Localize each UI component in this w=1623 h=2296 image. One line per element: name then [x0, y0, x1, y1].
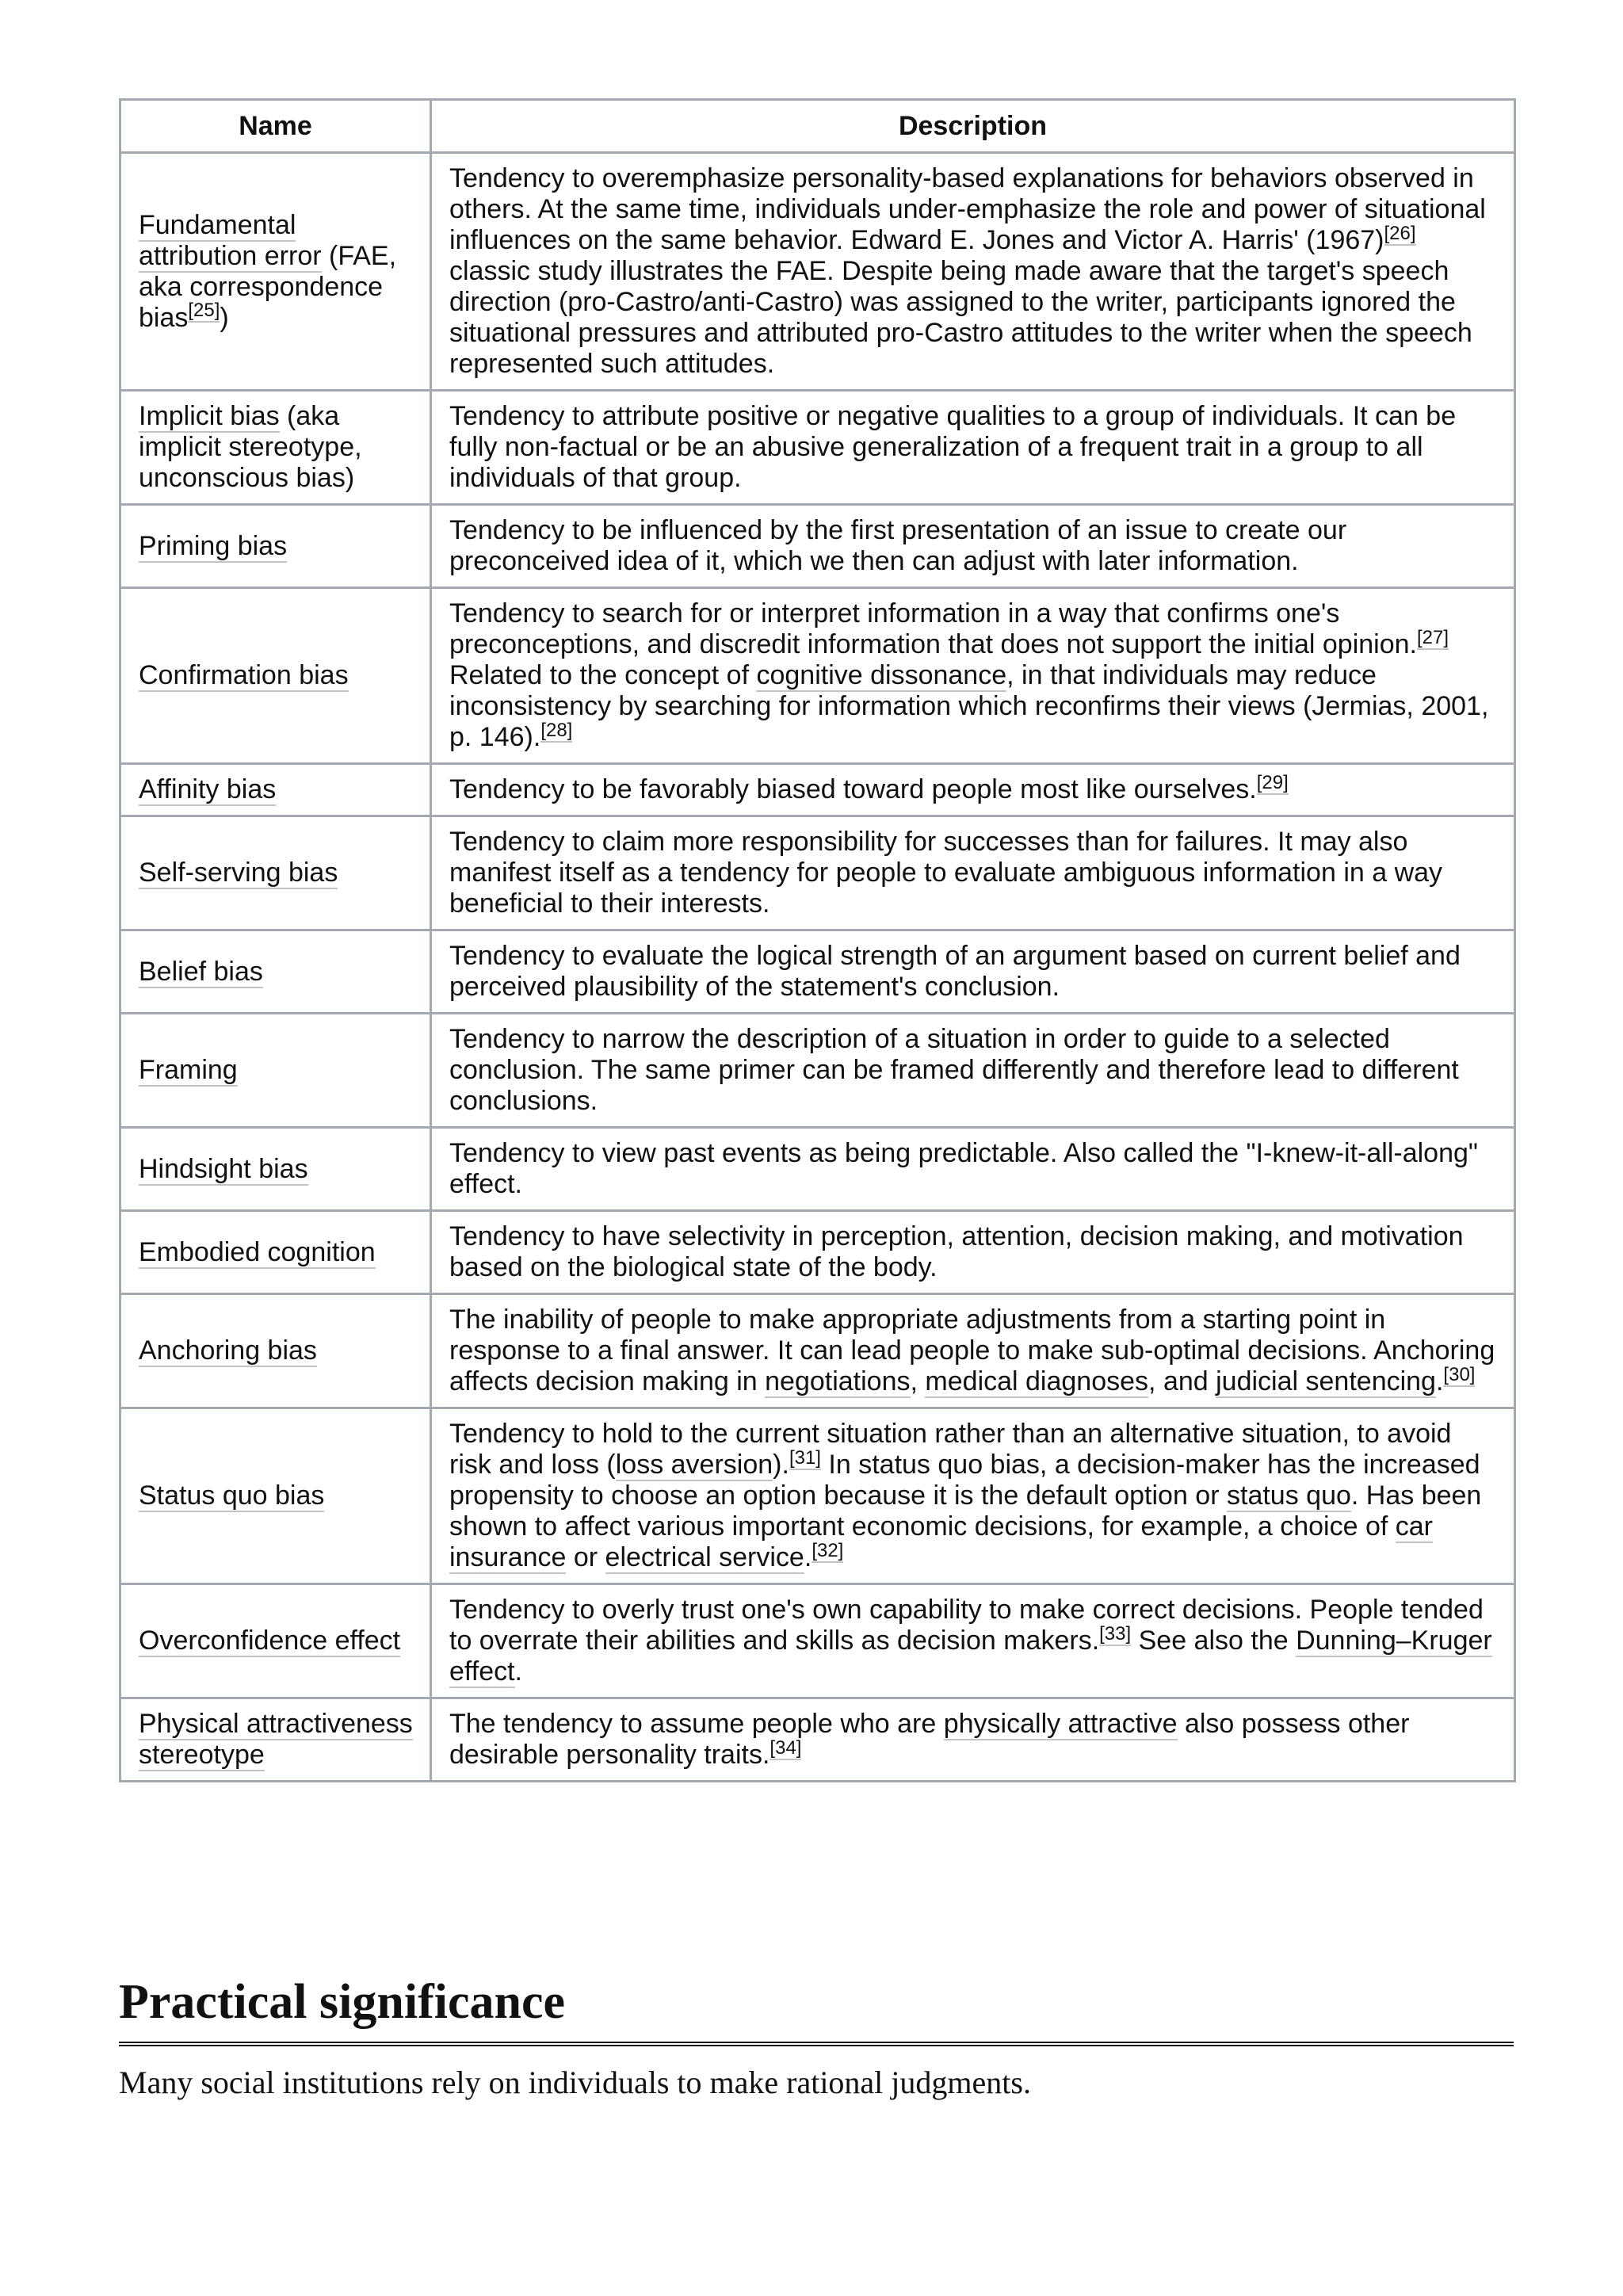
- bias-name-cell: [120, 1128, 431, 1211]
- text-fragment: or: [566, 1542, 605, 1572]
- section-heading: Practical significance: [119, 1970, 1514, 2046]
- bias-name-cell: [120, 391, 431, 505]
- bias-name-cell: [120, 1294, 431, 1408]
- citation-ref[interactable]: [789, 1447, 821, 1470]
- cognitive-bias-table: [119, 98, 1516, 1782]
- bias-name-cell: [120, 1014, 431, 1128]
- bias-description-cell: [431, 391, 1515, 505]
- text-fragment: The inability of people to make appropriate adjustments from a starting point in response to a final answer. It can lead people to make sub-optimal decisions. Anchoring affects decision making in: [449, 1305, 1495, 1396]
- wiki-link[interactable]: Framing: [139, 1055, 238, 1085]
- bias-description-cell: [431, 505, 1515, 588]
- citation-ref[interactable]: [1099, 1623, 1131, 1646]
- table-row: [120, 764, 1515, 816]
- wiki-link[interactable]: cognitive dissonance: [756, 660, 1007, 690]
- bias-description-cell: [431, 1294, 1515, 1408]
- bias-name-cell: [120, 816, 431, 930]
- table-row: [120, 153, 1515, 391]
- text-fragment: ,: [910, 1366, 926, 1396]
- text-fragment: .: [514, 1656, 522, 1687]
- bias-description-cell: [431, 588, 1515, 764]
- bias-description-cell: [431, 1014, 1515, 1128]
- text-fragment: Related to the concept of: [449, 660, 757, 690]
- table-row: [120, 930, 1515, 1014]
- text-fragment: Tendency to attribute positive or negative qualities to a group of individuals. It can be fully non-factual or be an abusive generalization of a frequent trait in a group to all individuals of that group.: [449, 401, 1457, 493]
- citation-ref-text: [33]: [1099, 1622, 1132, 1645]
- text-fragment: Tendency to overly trust one's own capability to make correct decisions. People tended to overrate their abilities and skills as decision makers.: [449, 1595, 1484, 1656]
- text-fragment: Tendency to search for or interpret information in a way that confirms one's preconceptions, and discredit information that does not support the initial opinion.: [449, 598, 1417, 659]
- table-header-row: [120, 100, 1515, 153]
- text-fragment: . Has been shown to affect various important economic decisions, for example, a choice of: [449, 1480, 1482, 1541]
- bias-description-cell: [431, 1408, 1515, 1584]
- bias-description-cell: [431, 930, 1515, 1014]
- bias-description-cell: [431, 1698, 1515, 1782]
- citation-ref-text: [32]: [812, 1539, 844, 1561]
- wiki-link[interactable]: Embodied cognition: [139, 1236, 376, 1267]
- bias-name-cell: [120, 1584, 431, 1698]
- header-name: Name: [120, 100, 431, 153]
- table-row: [120, 588, 1515, 764]
- text-fragment: Tendency to narrow the description of a situation in order to guide to a selected conclusion. The same primer can be framed differently and therefore lead to different conclusions.: [449, 1024, 1459, 1116]
- text-fragment: also possess other desirable personality traits.: [449, 1709, 1410, 1770]
- text-fragment: Tendency to overemphasize personality-based explanations for behaviors observed in others. At the same time, individuals under-emphasize the role and power of situational influences on the same behavior. Edward E. Jones and Victor A. Harris' (1967): [449, 163, 1486, 255]
- table-row: [120, 1408, 1515, 1584]
- bias-description-cell: [431, 1211, 1515, 1294]
- bias-name-cell: [120, 588, 431, 764]
- citation-ref[interactable]: [769, 1737, 801, 1760]
- citation-ref-text: [29]: [1256, 771, 1289, 793]
- table-body: [120, 153, 1515, 1782]
- header-description: Description: [431, 100, 1515, 153]
- bias-name-cell: [120, 764, 431, 816]
- wiki-link[interactable]: Hindsight bias: [139, 1153, 308, 1184]
- wiki-link[interactable]: Status quo bias: [139, 1480, 325, 1511]
- table-row: [120, 1698, 1515, 1782]
- wiki-link[interactable]: Overconfidence effect: [139, 1626, 401, 1656]
- bias-name-cell: [120, 930, 431, 1014]
- citation-ref[interactable]: [1257, 772, 1289, 795]
- citation-ref[interactable]: [540, 720, 572, 743]
- citation-ref-text: [34]: [769, 1736, 802, 1759]
- wiki-link[interactable]: judicial sentencing: [1216, 1366, 1436, 1396]
- citation-ref[interactable]: [1443, 1364, 1475, 1387]
- wiki-link[interactable]: medical diagnoses: [925, 1366, 1149, 1396]
- citation-ref-text: [28]: [540, 719, 573, 741]
- text-fragment: Tendency to be influenced by the first presentation of an issue to create our preconceived idea of it, which we then can adjust with later information.: [449, 515, 1347, 576]
- wiki-link[interactable]: car insurance: [449, 1511, 1433, 1572]
- wiki-link[interactable]: Fundamental attribution error: [139, 209, 322, 271]
- text-fragment: Tendency to view past events as being predictable. Also called the "I-knew-it-all-along" effect.: [449, 1138, 1478, 1199]
- wiki-link[interactable]: Anchoring bias: [139, 1335, 317, 1366]
- text-fragment: The tendency to assume people who are: [449, 1709, 944, 1739]
- text-fragment: Tendency to evaluate the logical strength of an argument based on current belief and perceived plausibility of the statement's conclusion.: [449, 941, 1461, 1002]
- bias-description-cell: [431, 1128, 1515, 1211]
- bias-description-cell: [431, 764, 1515, 816]
- table-row: [120, 816, 1515, 930]
- wiki-link[interactable]: Confirmation bias: [139, 660, 349, 690]
- wiki-link[interactable]: status quo: [1227, 1480, 1351, 1511]
- text-fragment: Tendency to have selectivity in perception, attention, decision making, and motivation based on the biological state of the body.: [449, 1221, 1464, 1282]
- wiki-link[interactable]: Implicit bias: [139, 401, 280, 431]
- text-fragment: (FAE, aka correspondence bias: [139, 240, 397, 333]
- citation-ref[interactable]: [1417, 627, 1449, 650]
- bias-name-cell: [120, 1211, 431, 1294]
- table-row: [120, 1211, 1515, 1294]
- bias-name-cell: [120, 505, 431, 588]
- wiki-link[interactable]: electrical service: [605, 1542, 804, 1572]
- wiki-link[interactable]: physically attractive: [943, 1709, 1178, 1739]
- text-fragment: (aka implicit stereotype, unconscious bias): [139, 401, 362, 493]
- bias-description-cell: [431, 1584, 1515, 1698]
- text-fragment: .: [1435, 1366, 1444, 1396]
- citation-ref-text: [25]: [188, 300, 220, 322]
- table-row: [120, 1128, 1515, 1211]
- bias-name-cell: [120, 1698, 431, 1782]
- bias-description-cell: [431, 153, 1515, 391]
- citation-ref[interactable]: [1384, 223, 1416, 246]
- wiki-link[interactable]: Physical attractiveness stereotype: [139, 1709, 413, 1770]
- bias-name-cell: [120, 153, 431, 391]
- text-fragment: .: [804, 1542, 812, 1572]
- text-fragment: See also the: [1131, 1626, 1296, 1656]
- table-row: [120, 1294, 1515, 1408]
- citation-ref-text: [31]: [789, 1446, 821, 1469]
- text-fragment: classic study illustrates the FAE. Despite being made aware that the target's speech direction (pro-Castro/anti-Castro) was assigned to the writer, participants ignored the situational pressures and attributed pro-Castro attitudes to the writer when the speech represented such attitudes.: [449, 256, 1472, 379]
- wiki-link[interactable]: Dunning–Kruger effect: [449, 1626, 1492, 1687]
- section-paragraph: Many social institutions rely on individuals to make rational judgments.: [119, 2065, 1031, 2100]
- citation-ref-text: [26]: [1384, 222, 1416, 244]
- practical-significance-section: [119, 1970, 1514, 2103]
- citation-ref-text: [30]: [1443, 1363, 1476, 1385]
- citation-ref[interactable]: [188, 300, 220, 323]
- table-row: [120, 1014, 1515, 1128]
- text-fragment: , in that individuals may reduce inconsistency by searching for information which reconfirms their views (Jermias, 2001, p. 146).: [449, 660, 1489, 752]
- table-row: [120, 505, 1515, 588]
- wiki-link[interactable]: Self-serving bias: [139, 858, 338, 888]
- wiki-link[interactable]: Priming bias: [139, 530, 288, 561]
- citation-ref[interactable]: [812, 1540, 843, 1563]
- bias-table-container: [119, 98, 1514, 1782]
- text-fragment: Tendency to be favorably biased toward people most like ourselves.: [449, 774, 1257, 804]
- bias-description-cell: [431, 816, 1515, 930]
- wiki-link[interactable]: Belief bias: [139, 956, 263, 987]
- text-fragment: ): [220, 302, 229, 333]
- text-fragment: Tendency to claim more responsibility for successes than for failures. It may also manifest itself as a tendency for people to evaluate ambiguous information in a way beneficial to their interests.: [449, 827, 1443, 919]
- text-fragment: Tendency to hold to the current situation rather than an alternative situation, to avoid risk and loss (: [449, 1419, 1452, 1480]
- bias-name-cell: [120, 1408, 431, 1584]
- table-row: [120, 391, 1515, 505]
- wiki-link[interactable]: negotiations: [765, 1366, 911, 1396]
- text-fragment: , and: [1148, 1366, 1216, 1396]
- text-fragment: In status quo bias, a decision-maker has the increased propensity to choose an option because it is the default option or: [449, 1450, 1480, 1511]
- wiki-link[interactable]: Affinity bias: [139, 774, 277, 804]
- wiki-link[interactable]: loss aversion: [615, 1450, 773, 1480]
- citation-ref-text: [27]: [1416, 626, 1449, 648]
- table-row: [120, 1584, 1515, 1698]
- text-fragment: ).: [773, 1450, 789, 1480]
